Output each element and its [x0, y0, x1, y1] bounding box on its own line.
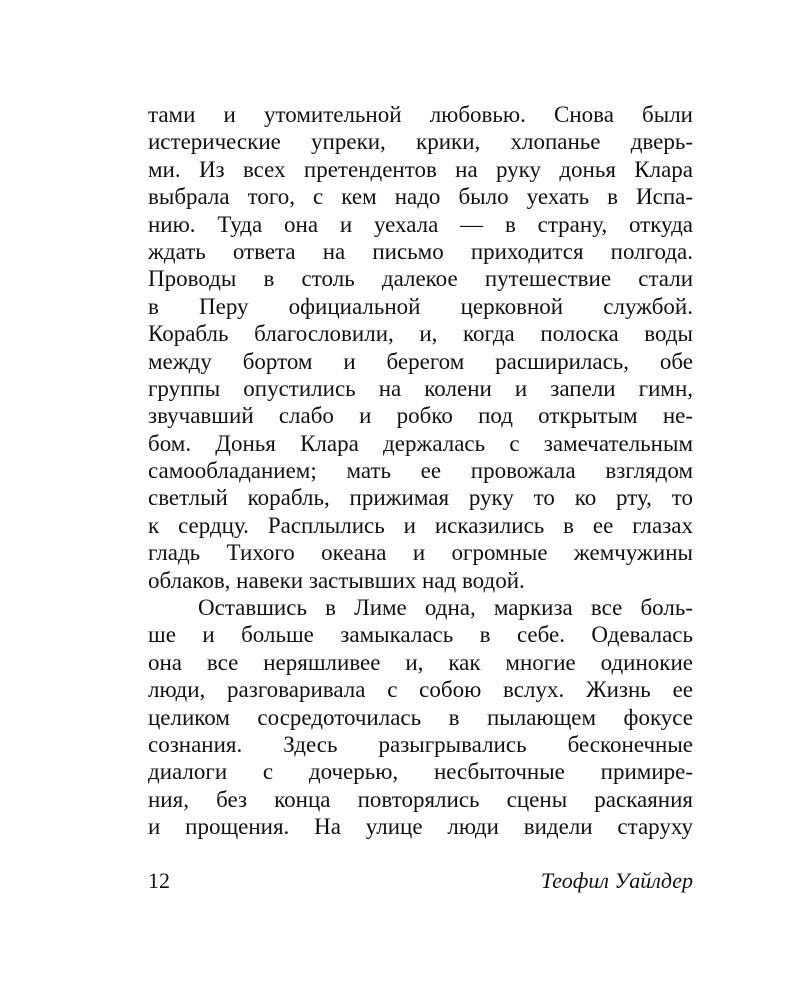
text-line: тами и утомительной любовью. Снова были [148, 102, 693, 127]
text-line: и прощения. На улице люди видели старуху [148, 814, 693, 840]
page-number: 12 [148, 868, 170, 893]
text-line: Проводы в столь далекое путешествие стали [148, 266, 693, 292]
text-line: выбрала того, с кем надо было уехать в Испа- [148, 184, 693, 210]
text-line: ния, без конца повторялись сцены раскаяния [148, 786, 693, 812]
text-line: звучавший слабо и робко под открытым не- [148, 403, 693, 429]
text-line: светлый корабль, прижимая руку то ко рту, то [148, 485, 693, 511]
text-line: в Перу официальной церковной службой. [148, 293, 693, 319]
text-line: облаков, навеки застывших над водой. [148, 567, 525, 593]
text-line: ждать ответа на письмо приходится полгода. [148, 238, 693, 264]
text-line: она все неряшливее и, как многие одинокие [148, 649, 693, 675]
text-line: гладь Тихого океана и огромные жемчужины [148, 540, 693, 566]
text-line: диалоги с дочерью, несбыточные примире- [148, 759, 693, 785]
text-line: Оставшись в Лиме одна, маркиза все боль- [198, 595, 693, 621]
text-line: целиком сосредоточилась в пылающем фокусе [148, 704, 693, 730]
text-line: сознания. Здесь разыгрывались бесконечные [148, 731, 693, 757]
text-line: истерические упреки, крики, хлопанье дверь- [148, 129, 693, 155]
page-footer [148, 868, 693, 898]
text-line: Корабль благословили, и, когда полоска воды [148, 321, 693, 347]
text-line: между бортом и берегом расширилась, обе [148, 348, 693, 374]
text-line: самообладанием; мать ее провожала взглядом [148, 458, 693, 484]
text-line: люди, разговаривала с собою вслух. Жизнь ее [148, 677, 693, 703]
text-line: бом. Донья Клара держалась с замечательным [148, 430, 693, 456]
paragraph-2 [148, 594, 693, 841]
running-title: Теофил Уайлдер [540, 868, 693, 893]
text-line: к сердцу. Расплылись и исказились в ее глазах [148, 512, 693, 538]
body-text [148, 101, 693, 841]
text-line: ше и больше замыкалась в себе. Одевалась [148, 622, 693, 648]
text-line: ми. Из всех претендентов на руку донья Клара [148, 156, 693, 182]
text-line: нию. Туда она и уехала — в страну, откуда [148, 211, 693, 237]
text-line: группы опустились на колени и запели гимн, [148, 375, 693, 401]
paragraph-1 [148, 101, 693, 594]
